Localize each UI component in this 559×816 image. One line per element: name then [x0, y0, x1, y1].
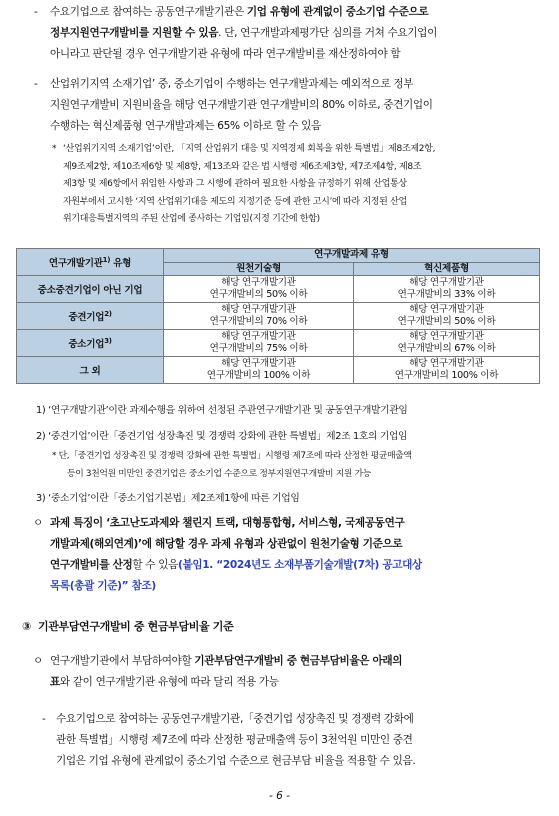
section-heading: ③ 기관부담연구개발비 중 현금부담비율 기준 [22, 620, 234, 633]
table-header-org-type: 연구개발기관$^{1)}$ 유형 [17, 249, 164, 276]
table-row: 중소중견기업이 아닌 기업 해당 연구개발기관 연구개발비의 50% 이하 해당 연구개발기관 연구개발비의 33% 이하 [17, 276, 540, 303]
funding-ratio-table [16, 248, 540, 384]
table-header-project-type: 연구개발과제 유형 [164, 249, 540, 263]
page-number: - 6 - [269, 790, 290, 802]
dash-marker: - [34, 78, 38, 90]
table-row: 중견기업$^{2)}$ 해당 연구개발기관 연구개발비의 70% 이하 해당 연구개발기관 연구개발비의 50% 이하 [17, 303, 540, 330]
cash-ratio-paragraph: 연구개발기관에서 부담하여야할 기관부담연구개발비 중 현금부담비율은 아래의 표와 같이 연구개발기관 유형에 따라 달리 적용 가능 [50, 655, 403, 688]
dash-marker: - [42, 713, 46, 725]
footnote-2-note: * 단,「중견기업 성장촉진 및 경쟁력 강화에 관한 특별법」시행령 제7조에 따라 산정한 평균매출액 등이 3천억원 미만인 중견기업은 중소기업 수준으로 정부지원연구개발비 지원 가능 [52, 451, 412, 479]
bullet-marker: ㅇ [33, 655, 43, 667]
bullet-marker: ㅇ [33, 517, 43, 529]
demand-company-cash-paragraph: 수요기업으로 참여하는 공동연구개발기관,「중견기업 성장촉진 및 경쟁력 강화에 관한 특별법」시행령 제7조에 따라 산정한 평균매출액 등이 3천억원 미만인 중견 기업은 기업 유형에 관계없이 중소기업 수준으로 현금부담 비율을 적용할 수 있음. [56, 713, 416, 767]
table-row: 그 외 해당 연구개발기관 연구개발비의 100% 이하 해당 연구개발기관 연구개발비의 100% 이하 [17, 357, 540, 384]
table-row: 중소기업$^{3)}$ 해당 연구개발기관 연구개발비의 75% 이하 해당 연구개발기관 연구개발비의 67% 이하 [17, 330, 540, 357]
dash-marker: - [34, 6, 38, 18]
crisis-region-paragraph: 산업위기지역 소재기업’ 중, 중소기업이 수행하는 연구개발과제는 예외적으로 정부 지원연구개발비 지원비율을 해당 연구개발기관 연구개발비의 80% 이하로, 중견기업이 수행하는 혁신제품형 연구개발과제는 65% 이하로 할 수 있음 [50, 78, 433, 132]
note-asterisk: * [52, 144, 57, 154]
table-header-innovative-product: 혁신제품형 [354, 262, 540, 276]
demand-company-paragraph: 수요기업으로 참여하는 공동연구개발기관은 기업 유형에 관계없이 중소기업 수준으로 정부지원연구개발비를 지원할 수 있음. 단, 연구개발과제평가단 심의를 거쳐 수요기업이 아니라고 판단될 경우 연구개발기관 유형에 따라 연구개발비를 재산정하여야 함 [50, 6, 437, 60]
footnote-1: 1) ‘연구개발기관’이란 과제수행을 위하여 선정된 주관연구개발기관 및 공동연구개발기관임 [36, 405, 408, 416]
special-project-paragraph: 과제 특징이 ‘초고난도과제와 챌린지 트랙, 대형통합형, 서비스형, 국제공동연구 개발과제(해외연계)’에 해당할 경우 과제 유형과 상관없이 원천기술형 기준으로 연구개발비를 산정할 수 있음(붙임1. “2024년도 소재부품기술개발(7차) 공고대상 목록(총괄 기준)” 참조) [50, 517, 422, 592]
footnote-3: 3) ‘중소기업’이란「중소기업기본법」제2조제1항에 따른 기업임 [36, 493, 300, 504]
table-header-source-tech: 원천기술형 [164, 262, 354, 276]
crisis-region-note: ‘산업위기지역 소재기업’이란, 「지역 산업위기 대응 및 지역경제 회복을 위한 특별법」제8조제2항, 제9조제2항, 제10조제6항 및 제8항, 제13조와 같은 법 시행령 제6조제3항, 제7조제4항, 제8조 제3항 및 제6항에서 위임한 사항과 그 시행에 관하여 필요한 사항을 규정하기 위해 산업통상 자원부에서 고시한 ‘지역 산업위기대응 제도의 지정기준 등에 관한 고시’에 따라 지정된 산업 위기대응특별지역의 주된 산업에 종사하는 기업임(지정 기간에 한함) [63, 144, 436, 224]
footnote-2: 2) ‘중견기업’이란「중견기업 성장촉진 및 경쟁력 강화에 관한 특별법」제2조 1호의 기업임 [36, 431, 408, 442]
